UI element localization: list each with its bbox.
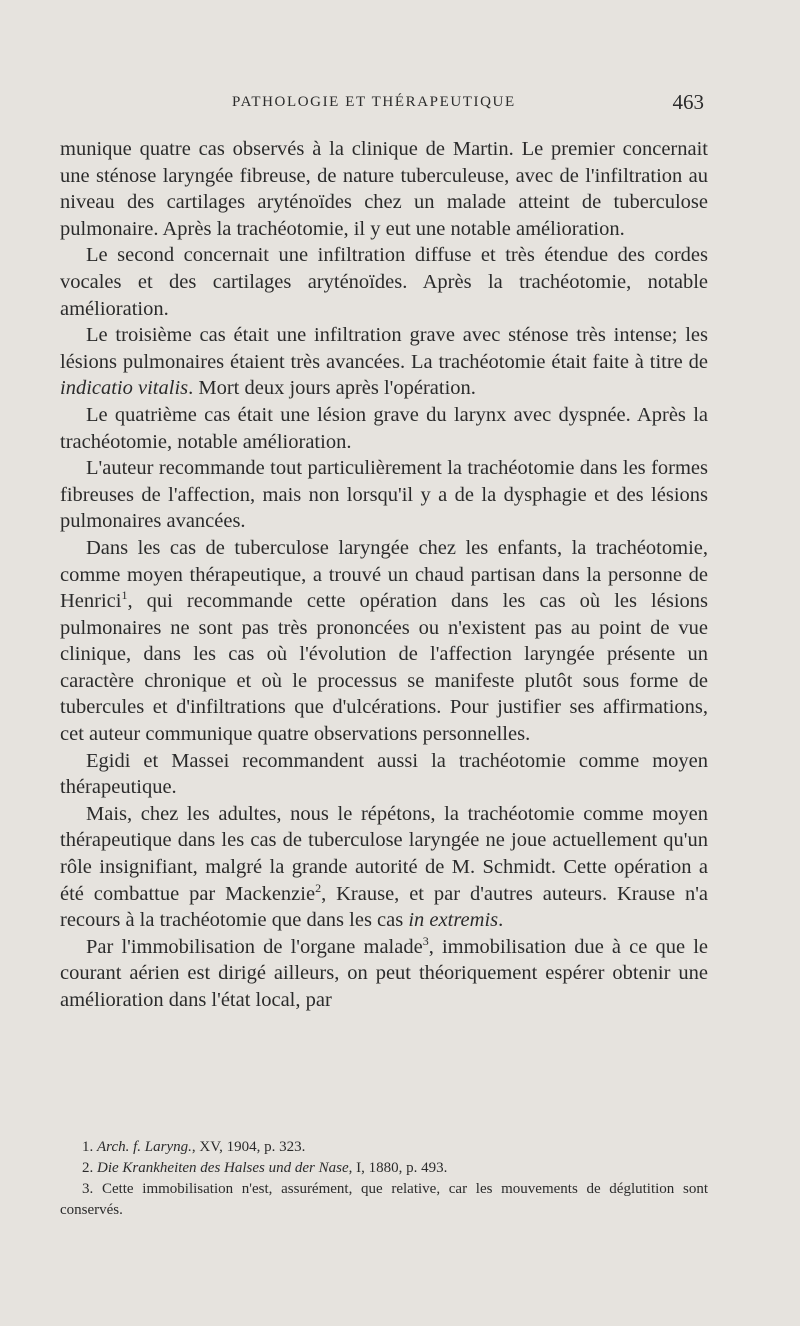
- page-number: 463: [672, 90, 704, 114]
- footnotes: [60, 1137, 708, 1221]
- italic-phrase: in extremis: [408, 909, 499, 932]
- paragraph-2: Le second concernait une infiltration diffuse et très étendue des cordes vocales et des cartilages aryténoïdes. Après la trachéotomie, notable amélioration.: [60, 244, 708, 320]
- footnote-ref-3[interactable]: 3: [422, 933, 429, 948]
- paragraph-3: Le troisième cas était une infiltration grave avec sténose très intense; les lésions pulmonaires étaient très avancées. La trachéotomie était faite à titre de indicatio vitalis. Mort deux jours après l'opération.: [60, 324, 708, 400]
- body-text: [60, 136, 708, 1014]
- footnote-3: 3. Cette immobilisation n'est, assurément, que relative, car les mouvements de déglutition sont conservés.: [60, 1181, 708, 1218]
- footnote-1: 1. Arch. f. Laryng., XV, 1904, p. 323.: [82, 1139, 306, 1155]
- paragraph-6: Dans les cas de tuberculose laryngée chez les enfants, la trachéotomie, comme moyen thérapeutique, a trouvé un chaud partisan dans la personne de Henrici$^1$, qui recommande cette opération dans les cas où les lésions pulmonaires ne sont pas très prononcées ou n'existent pas au point de vue clinique, dans les cas où l'évolution de l'affection laryngée présente un caractère chronique et où le processus se manifeste plutôt sous forme de tubercules et d'infiltrations que d'ulcérations. Pour justifier ses affirmations, cet auteur communique quatre observations personnelles.: [60, 536, 708, 746]
- paragraph-4: Le quatrième cas était une lésion grave du larynx avec dyspnée. Après la trachéotomie, notable amélioration.: [60, 403, 708, 453]
- paragraph-7: Egidi et Massei recommandent aussi la trachéotomie comme moyen thérapeutique.: [60, 749, 708, 799]
- italic-phrase: indicatio vitalis: [60, 377, 189, 400]
- running-head: PATHOLOGIE ET THÉRAPEUTIQUE: [232, 94, 516, 110]
- footnote-2: 2. Die Krankheiten des Halses und der Nase, I, 1880, p. 493.: [82, 1160, 448, 1176]
- footnote-ref-2[interactable]: 2: [315, 880, 322, 895]
- paragraph-8: Mais, chez les adultes, nous le répétons, la trachéotomie comme moyen thérapeutique dans les cas de tuberculose laryngée ne joue actuellement qu'un rôle insignifiant, malgré la grande autorité de M. Schmidt. Cette opération a été combattue par Mackenzie$^2$, Krause, et par d'autres auteurs. Krause n'a recours à la trachéotomie que dans les cas in extremis.: [60, 802, 709, 932]
- paragraph-5: L'auteur recommande tout particulièrement la trachéotomie dans les formes fibreuses de l'affection, mais non lorsqu'il y a de la dysphagie et des lésions pulmonaires avancées.: [60, 457, 708, 533]
- paragraph-1: munique quatre cas observés à la clinique de Martin. Le premier concernait une sténose laryngée fibreuse, de nature tuberculeuse, avec de l'infiltration au niveau des cartilages aryténoïdes chez un malade atteint de tuberculose pulmonaire. Après la trachéotomie, il y eut une notable amélioration.: [60, 138, 708, 240]
- paragraph-9: Par l'immobilisation de l'organe malade$^3$, immobilisation due à ce que le courant aérien est dirigé ailleurs, on peut théoriquement espérer obtenir une amélioration dans l'état local, par: [60, 933, 708, 1011]
- page-header: [60, 92, 708, 122]
- footnote-ref-1[interactable]: 1: [121, 588, 128, 603]
